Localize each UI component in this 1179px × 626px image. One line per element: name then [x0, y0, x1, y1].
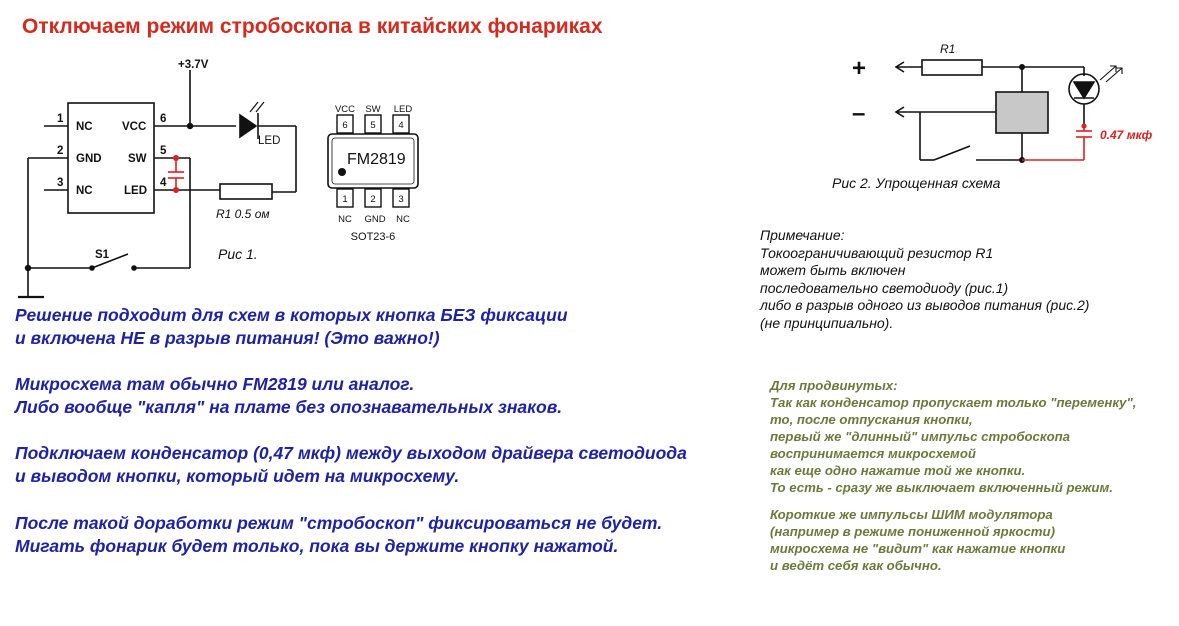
note-line: последовательно светодиоду (рис.1) [760, 279, 1009, 296]
pkg-pin-num: 2 [370, 194, 376, 205]
fig1-pin-name: NC [76, 121, 93, 133]
main-paragraph [15, 304, 568, 350]
fig1-pin-num: 2 [57, 145, 64, 157]
main-paragraph [15, 373, 562, 419]
fig2-caption: Рис 2. Упрощенная схема [832, 175, 1001, 191]
pkg-pin-name: SW [365, 104, 381, 115]
fig1-junction [25, 265, 31, 271]
fig1-capacitor [168, 158, 184, 190]
advanced-line: микросхема не "видит" как нажатие кнопки [770, 541, 1066, 556]
fig1-switch-label: S1 [95, 249, 110, 261]
advanced-line: и ведёт себя как обычно. [770, 558, 942, 573]
main-line: Мигать фонарик будет только, пока вы держите кнопку нажатой. [15, 536, 619, 556]
pkg-chip-name: FM2819 [347, 151, 406, 168]
pkg-pin-name: GND [364, 214, 386, 225]
pkg-type-label: SOT23-6 [350, 231, 396, 243]
fig1-pin-name: SW [128, 153, 147, 165]
main-line: Решение подходит для схем в которых кнопка БЕЗ фиксации [15, 305, 568, 325]
fig1-resistor-label: R1 0.5 ом [216, 207, 270, 221]
fig2-cap-label: 0.47 мкф [1100, 128, 1153, 142]
advanced-line: первый же "длинный" импульс стробоскопа [770, 429, 1071, 444]
pkg-pin-num: 4 [398, 120, 404, 131]
fig1-switch-contact [131, 265, 137, 271]
pkg-pin-num: 5 [370, 120, 376, 131]
fig1-pin-num: 4 [160, 177, 167, 189]
advanced-line: Так как конденсатор пропускает только "переменку", [770, 395, 1137, 410]
fig2-plus-label: + [852, 55, 867, 82]
fig1-pin-name: NC [76, 185, 93, 197]
pkg-pin-name: NC [396, 214, 410, 225]
main-line: Подключаем конденсатор (0,47 мкф) между выходом драйвера светодиода [15, 443, 687, 463]
note-line: (не принципиально). [760, 314, 894, 331]
fig1-pin-name: VCC [122, 121, 147, 133]
main-line: Микросхема там обычно FM2819 или аналог. [15, 374, 415, 394]
pkg-pin-name: VCC [334, 104, 356, 115]
fig1-junction [187, 123, 193, 129]
main-paragraph [15, 512, 662, 558]
main-line: Либо вообще "капля" на плате без опознавательных знаков. [15, 397, 563, 417]
fig2-driver-chip [996, 92, 1048, 133]
advanced-line: как еще одно нажатие той же кнопки. [770, 463, 1026, 478]
advanced-block [770, 377, 1136, 496]
fig2-resistor [922, 60, 982, 75]
fig1-switch-contact [89, 265, 95, 271]
fig2-led-arrows [1100, 66, 1122, 82]
advanced-line: Для продвинутых: [770, 378, 898, 393]
advanced-line: Короткие же импульсы ШИМ модулятора [770, 507, 1053, 522]
fig1-resistor [220, 184, 272, 199]
main-line: и выводом кнопки, который идет на микросхему. [15, 466, 460, 486]
fig1-led-label: LED [258, 135, 281, 147]
pkg-pin-name: LED [393, 104, 413, 115]
advanced-line: то, после отпускания кнопки, [770, 412, 973, 427]
fig1-pin-num: 1 [57, 113, 64, 125]
main-line: и включена НЕ в разрыв питания! (Это важно!) [15, 328, 440, 348]
fig1-supply-label: +3.7V [178, 59, 209, 71]
advanced-line: То есть - сразу же выключает включенный режим. [770, 480, 1113, 495]
main-line: После такой доработки режим "стробоскоп" фиксироваться не будет. [15, 513, 663, 533]
note-line: Токоограничивающий резистор R1 [760, 244, 994, 261]
fig1-pin-num: 6 [160, 113, 167, 125]
note-line: может быть включен [760, 262, 906, 279]
advanced-block-2 [770, 506, 1065, 574]
note-block [760, 227, 1089, 333]
advanced-line: (например в режиме пониженной яркости) [770, 524, 1055, 539]
advanced-line: воспринимается микросхемой [770, 446, 976, 461]
fig1-led-arrows [250, 102, 264, 112]
fig2-resistor-label: R1 [940, 42, 956, 56]
fig1-caption: Рис 1. [218, 246, 258, 262]
pkg-pin-name: NC [338, 214, 352, 225]
note-line: Примечание: [760, 227, 845, 243]
fig1-pin-num: 5 [160, 145, 167, 157]
fig1-pin-num: 3 [57, 177, 64, 189]
pkg-pin-num: 3 [398, 194, 404, 205]
note-line: либо в разрыв одного из выводов питания (рис.2) [760, 297, 1090, 314]
pkg-pin-num: 1 [342, 194, 348, 205]
main-paragraph [15, 442, 687, 488]
fig2-minus-label: – [852, 100, 866, 127]
fig1-pin-name: GND [76, 153, 102, 165]
fig1-pin-name: LED [124, 185, 147, 197]
page-title: Отключаем режим стробоскопа в китайских фонариках [22, 15, 603, 38]
pkg-pin-num: 6 [342, 120, 348, 131]
